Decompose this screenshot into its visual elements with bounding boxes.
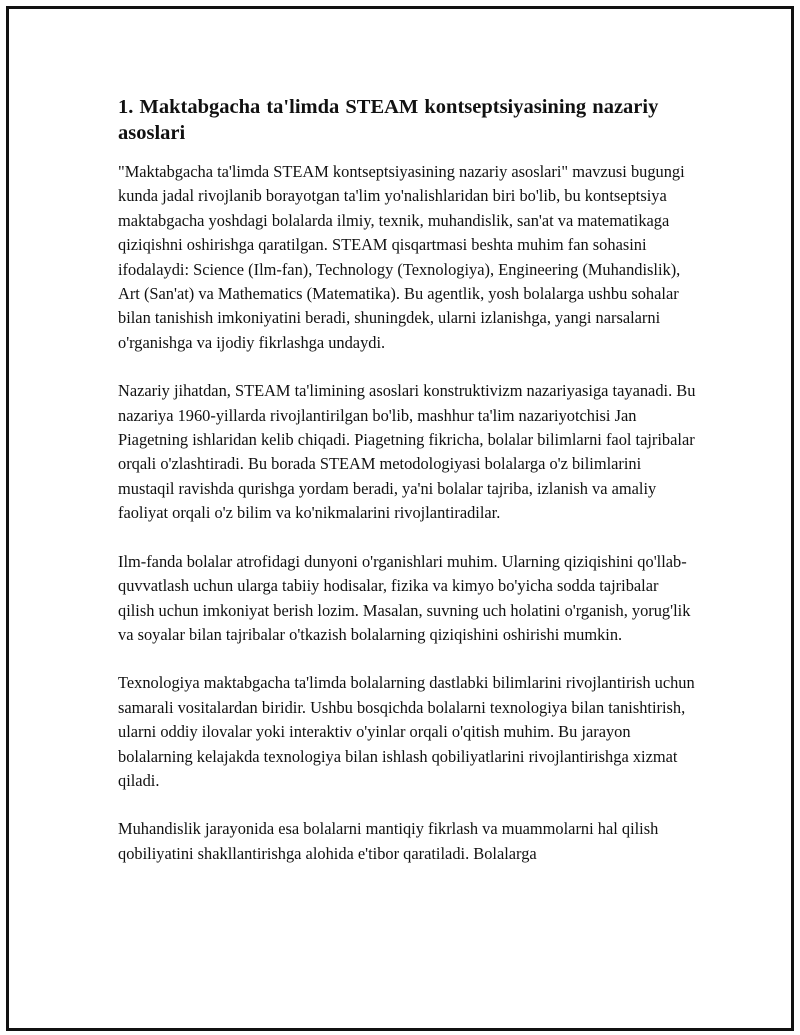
- document-body: [118, 94, 698, 890]
- paragraph-technology: Texnologiya maktabgacha ta'limda bolalarning dastlabki bilimlarini rivojlantirish uchun samarali vositalardan biridir. Ushbu bosqichda bolalarni texnologiya bilan tanishtirish, ularni oddiy ilovalar yoki interaktiv o'yinlar orqali o'qitish muhim. Bu jarayon bolalarning kelajakda texnologiya bilan ishlash qobiliyatlarini rivojlantirishga xizmat qiladi.: [118, 673, 695, 790]
- paragraph-steam-intro: "Maktabgacha ta'limda STEAM kontseptsiyasining nazariy asoslari" mavzusi bugungi kunda jadal rivojlanib borayotgan ta'lim yo'nalishlaridan biri bo'lib, bu kontseptsiya maktabgacha yoshdagi bolalarda ilmiy, texnik, muhandislik, san'at va matematikaga qiziqishni oshirishga qaratilgan. STEAM qisqartmasi beshta muhim fan sohasini ifodalaydi: Science (Ilm-fan), Technology (Texnologiya), Engineering (Muhandislik), Art (San'at) va Mathematics (Matematika). Bu agentlik, yosh bolalarga ushbu sohalar bilan tanishish imkoniyatini beradi, shuningdek, ularni izlanishga, yangi narsalarni o'rganishga va ijodiy fikrlashga undaydi.: [118, 162, 685, 352]
- section-heading: 1. Maktabgacha ta'limda STEAM kontseptsiyasining nazariy asoslari: [118, 96, 659, 144]
- paragraph-engineering: Muhandislik jarayonida esa bolalarni mantiqiy fikrlash va muammolarni hal qilish qobiliyatini shakllantirishga alohida e'tibor qaratiladi. Bolalarga: [118, 819, 659, 863]
- paragraph-constructivism: Nazariy jihatdan, STEAM ta'limining asoslari konstruktivizm nazariyasiga tayanadi. Bu nazariya 1960-yillarda rivojlantirilgan bo'lib, mashhur ta'lim nazariyotchisi Jan Piagetning ishlaridan kelib chiqadi. Piagetning fikricha, bolalar bilimlarni faol tajribalar orqali o'zlashtiradi. Bu borada STEAM metodologiyasi bolalarga o'z bilimlarini mustaqil ravishda qurishga yordam beradi, ya'ni bolalar tajriba, izlanish va amaliy faoliyat orqali o'z bilim va ko'nikmalarini rivojlantiradilar.: [118, 381, 696, 523]
- paragraph-science: Ilm-fanda bolalar atrofidagi dunyoni o'rganishlari muhim. Ularning qiziqishini qo'llab-quvvatlash uchun ularga tabiiy hodisalar, fizika va kimyo bo'yicha sodda tajribalar qilish uchun imkoniyat berish lozim. Masalan, suvning uch holatini o'rganish, yorug'lik va soyalar bilan tajribalar o'tkazish bolalarning qiziqishini oshirishi mumkin.: [118, 551, 691, 644]
